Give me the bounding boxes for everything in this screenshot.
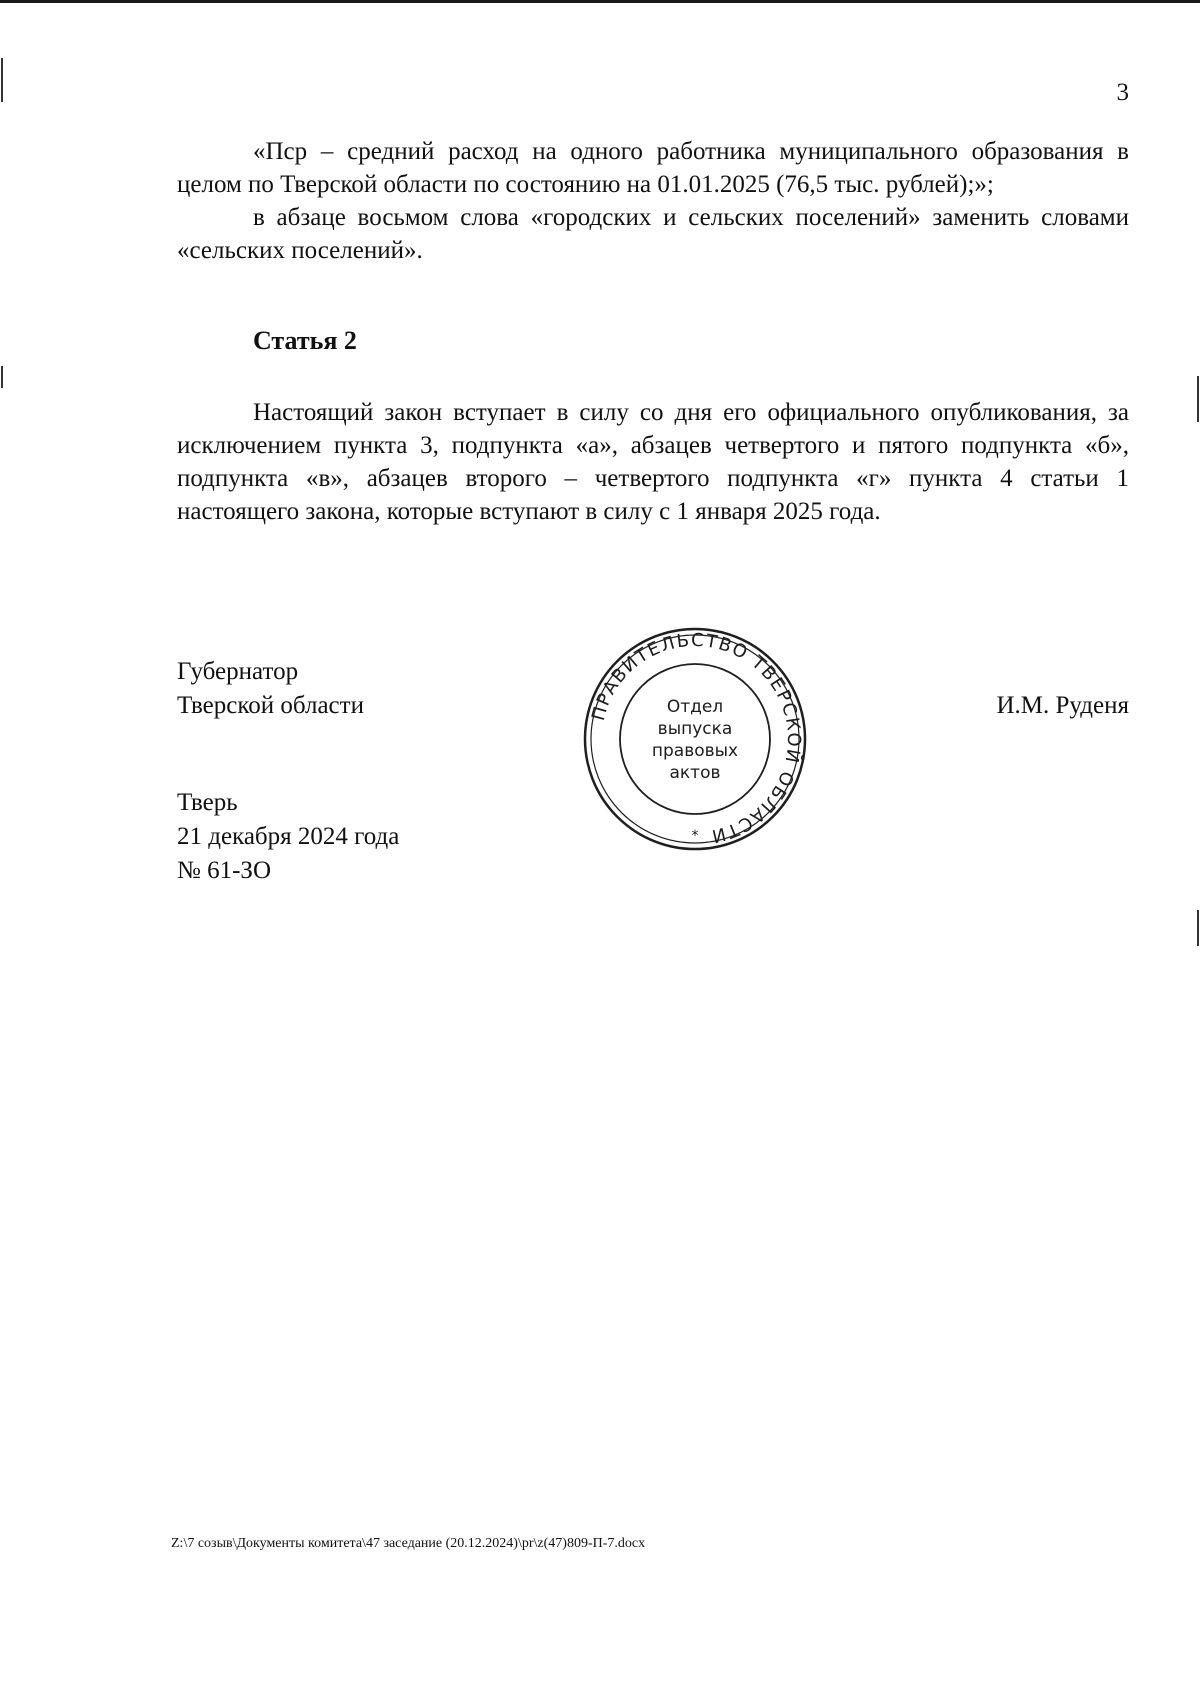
official-stamp [580,624,810,854]
article-heading: Статья 2 [253,326,357,355]
article-paragraph: Настоящий закон вступает в силу со дня его официального опубликования, за исключением пункта 3, подпункта «а», абзацев четвертого и пятого подпункта «б», подпункта «в», абзацев второго – четвертого подпункта «г» пункта 4 статьи 1 настоящего закона, которые вступают в силу с 1 января 2025 года. [177,399,1129,525]
stamp-outer-text: ПРАВИТЕЛЬСТВО ТВЕРСКОЙ ОБЛАСТИ [587,629,805,847]
stamp-inner-line: правовых [651,741,739,761]
stamp-star-icon: * [691,828,699,844]
scan-edge-mark [1197,376,1199,422]
signatory-title-line: Губернатор [177,658,299,685]
stamp-inner-line: актов [669,763,721,783]
file-path-footer: Z:\7 созыв\Документы комитета\47 заседание (20.12.2024)\pr\z(47)809-П-7.docx [171,1536,646,1551]
amendment-paragraph: «Пср – средний расход на одного работника муниципального образования в целом по Тверской области по состоянию на 01.01.2025 (76,5 тыс. рублей);»; [177,138,1129,198]
scan-edge-mark [1,58,3,102]
scan-edge-mark [1,366,3,388]
amendment-paragraph: в абзаце восьмом слова «городских и сельских поселений» заменить словами «сельских поселений». [177,204,1129,264]
signing-city: Тверь [177,789,238,816]
law-number: № 61-ЗО [177,857,272,884]
stamp-inner-line: выпуска [657,719,733,739]
scan-edge-mark [1197,910,1199,946]
page-number: 3 [1116,79,1129,106]
amendment-text [177,135,1129,267]
signatory-title-line: Тверской области [177,692,364,719]
stamp-inner-line: Отдел [666,697,724,717]
scan-top-border [0,0,1200,3]
signing-details [177,786,399,888]
signing-date: 21 декабря 2024 года [177,823,400,850]
signatory-title [177,655,364,723]
article-body [177,396,1129,528]
stamp-inner-ring [620,664,770,814]
governor-name: И.М. Руденя [996,692,1129,719]
